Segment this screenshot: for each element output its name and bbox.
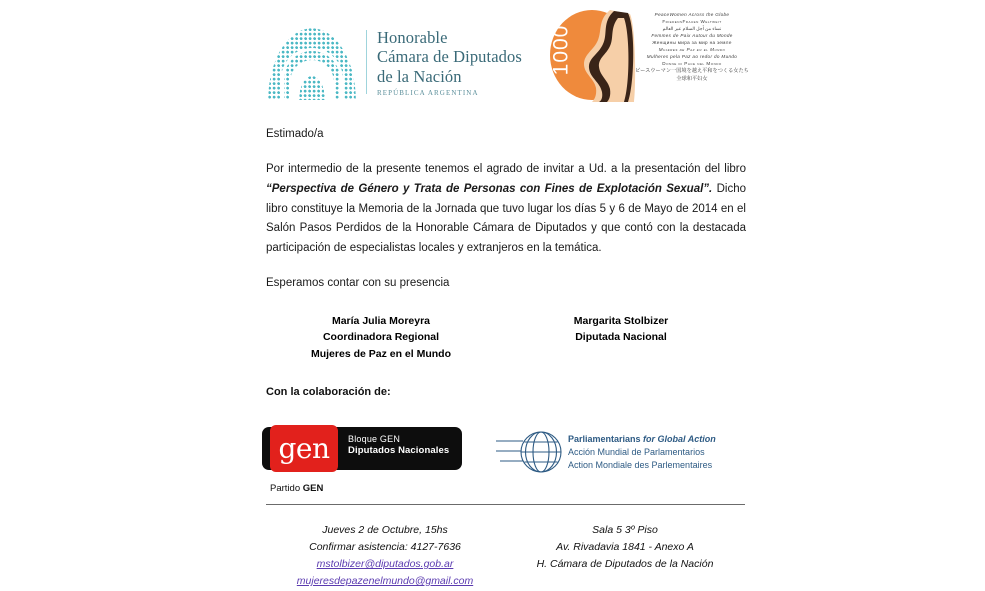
peacewomen-tagline-ar: نساء من أجل السلام عبر العالم: [662, 25, 722, 31]
document-header: [0, 0, 985, 120]
peacewomen-tagline-fr: Femmes de Paix Autour du Monde: [651, 32, 733, 38]
peacewomen-tagline-es: Mujeres de Paz en el Mundo: [658, 46, 726, 52]
footer-details: [266, 522, 746, 590]
peacewomen-tagline-it: Donne di Pace nel Mondo: [662, 60, 722, 66]
gen-subtitle-line-2: Diputados Nacionales: [348, 445, 450, 457]
email-link-mujeresdepaz[interactable]: mujeresdepazenelmundo@gmail.com: [296, 575, 474, 587]
gen-caption-bold: GEN: [302, 483, 324, 494]
pga-logo-text: [568, 433, 716, 471]
peacewomen-tagline-en: PeaceWomen Across the Globe: [654, 12, 730, 17]
event-date: Jueves 2 de Octubre, 15hs: [322, 524, 448, 536]
email-link-stolbizer[interactable]: mstolbizer@diputados.gob.ar: [316, 558, 454, 570]
peacewomen-tagline-pt: Mulheres pela Paz ao redor do Mundo: [646, 53, 738, 59]
collaboration-label: Con la colaboración de:: [266, 386, 391, 398]
gen-logo: [262, 425, 462, 472]
peacewomen-tagline-de: FriedensFrauen Weltweit: [662, 18, 722, 24]
signature-right-role: Diputada Nacional: [575, 331, 667, 344]
signature-left: [266, 313, 496, 362]
hcdn-logo-divider: [366, 30, 367, 94]
hcdn-line-3: de la Nación: [377, 66, 462, 86]
pga-line-1: [568, 433, 716, 446]
letter-paragraph: [266, 160, 746, 259]
footer-divider: [266, 504, 745, 505]
pga-logo: [496, 424, 716, 480]
book-title: “Perspectiva de Género y Trata de Personas con Fines de Explotación Sexual”.: [266, 182, 713, 195]
peacewomen-taglines: [618, 12, 766, 84]
hcdn-line-2: Cámara de Diputados: [377, 47, 522, 67]
signature-right: [496, 313, 746, 362]
letter-body: [266, 128, 746, 289]
rsvp-phone: Confirmar asistencia: 4127-7636: [309, 541, 461, 553]
peacewomen-tagline-zh: 全球和平妇女: [676, 75, 708, 82]
hcdn-logo: [268, 28, 522, 100]
gen-caption-prefix: Partido: [270, 483, 303, 494]
pga-line-3: Action Mondiale des Parlementaires: [568, 459, 713, 470]
signature-right-name: Margarita Stolbizer: [573, 315, 669, 327]
paragraph-part-1: Por intermedio de la presente tenemos el agrado de invitar a Ud. a la presentación del libro: [266, 163, 746, 175]
hcdn-arch-icon: [268, 28, 356, 100]
signature-block: [266, 313, 746, 362]
paragraph-part-2: Dicho libro constituye la Memoria de la Jornada que tuvo lugar los días 5 y 6 de Mayo de 2014 en el Salón Pasos Perdidos de la Honorable Cámara de Diputados y que contó con la destacada participación de especialistas locales y extranjeros en la temática.: [266, 182, 746, 255]
pga-line-2: Acción Mundial de Parlamentarios: [568, 446, 705, 457]
pga-line-1-b: for Global Action: [643, 434, 716, 444]
footer-right-column: [504, 522, 746, 590]
peacewomen-logo: [548, 4, 763, 112]
letter-closing: Esperamos contar con su presencia: [266, 276, 450, 289]
signature-left-name: María Julia Moreyra: [331, 315, 431, 327]
peacewomen-number: 1000: [549, 24, 573, 76]
hcdn-line-1: Honorable: [377, 28, 448, 47]
gen-wordmark: gen: [278, 432, 330, 465]
venue-address: Av. Rivadavia 1841 - Anexo A: [556, 541, 694, 553]
gen-logo-subtitle: [348, 433, 449, 458]
letter-greeting: Estimado/a: [266, 128, 324, 140]
signature-left-org: Mujeres de Paz en el Mundo: [310, 347, 452, 360]
pga-line-1-a: Parliamentarians: [568, 434, 644, 444]
peacewomen-tagline-ja: ピースウーマン一国境を越え平和をつくる女たち: [635, 67, 749, 74]
signature-left-role: Coordinadora Regional: [322, 331, 440, 344]
hcdn-line-4: REPÚBLICA ARGENTINA: [377, 88, 479, 97]
hcdn-logo-text: [377, 28, 522, 97]
gen-logo-caption: [270, 483, 323, 494]
venue-building: H. Cámara de Diputados de la Nación: [536, 558, 714, 570]
peacewomen-tagline-ru: Женщины мира за мир на земле: [652, 39, 732, 45]
venue-room: Sala 5 3º Piso: [592, 524, 658, 536]
gen-subtitle-line-1: Bloque GEN: [348, 434, 401, 444]
footer-left-column: [266, 522, 504, 590]
globe-icon: [496, 424, 572, 480]
